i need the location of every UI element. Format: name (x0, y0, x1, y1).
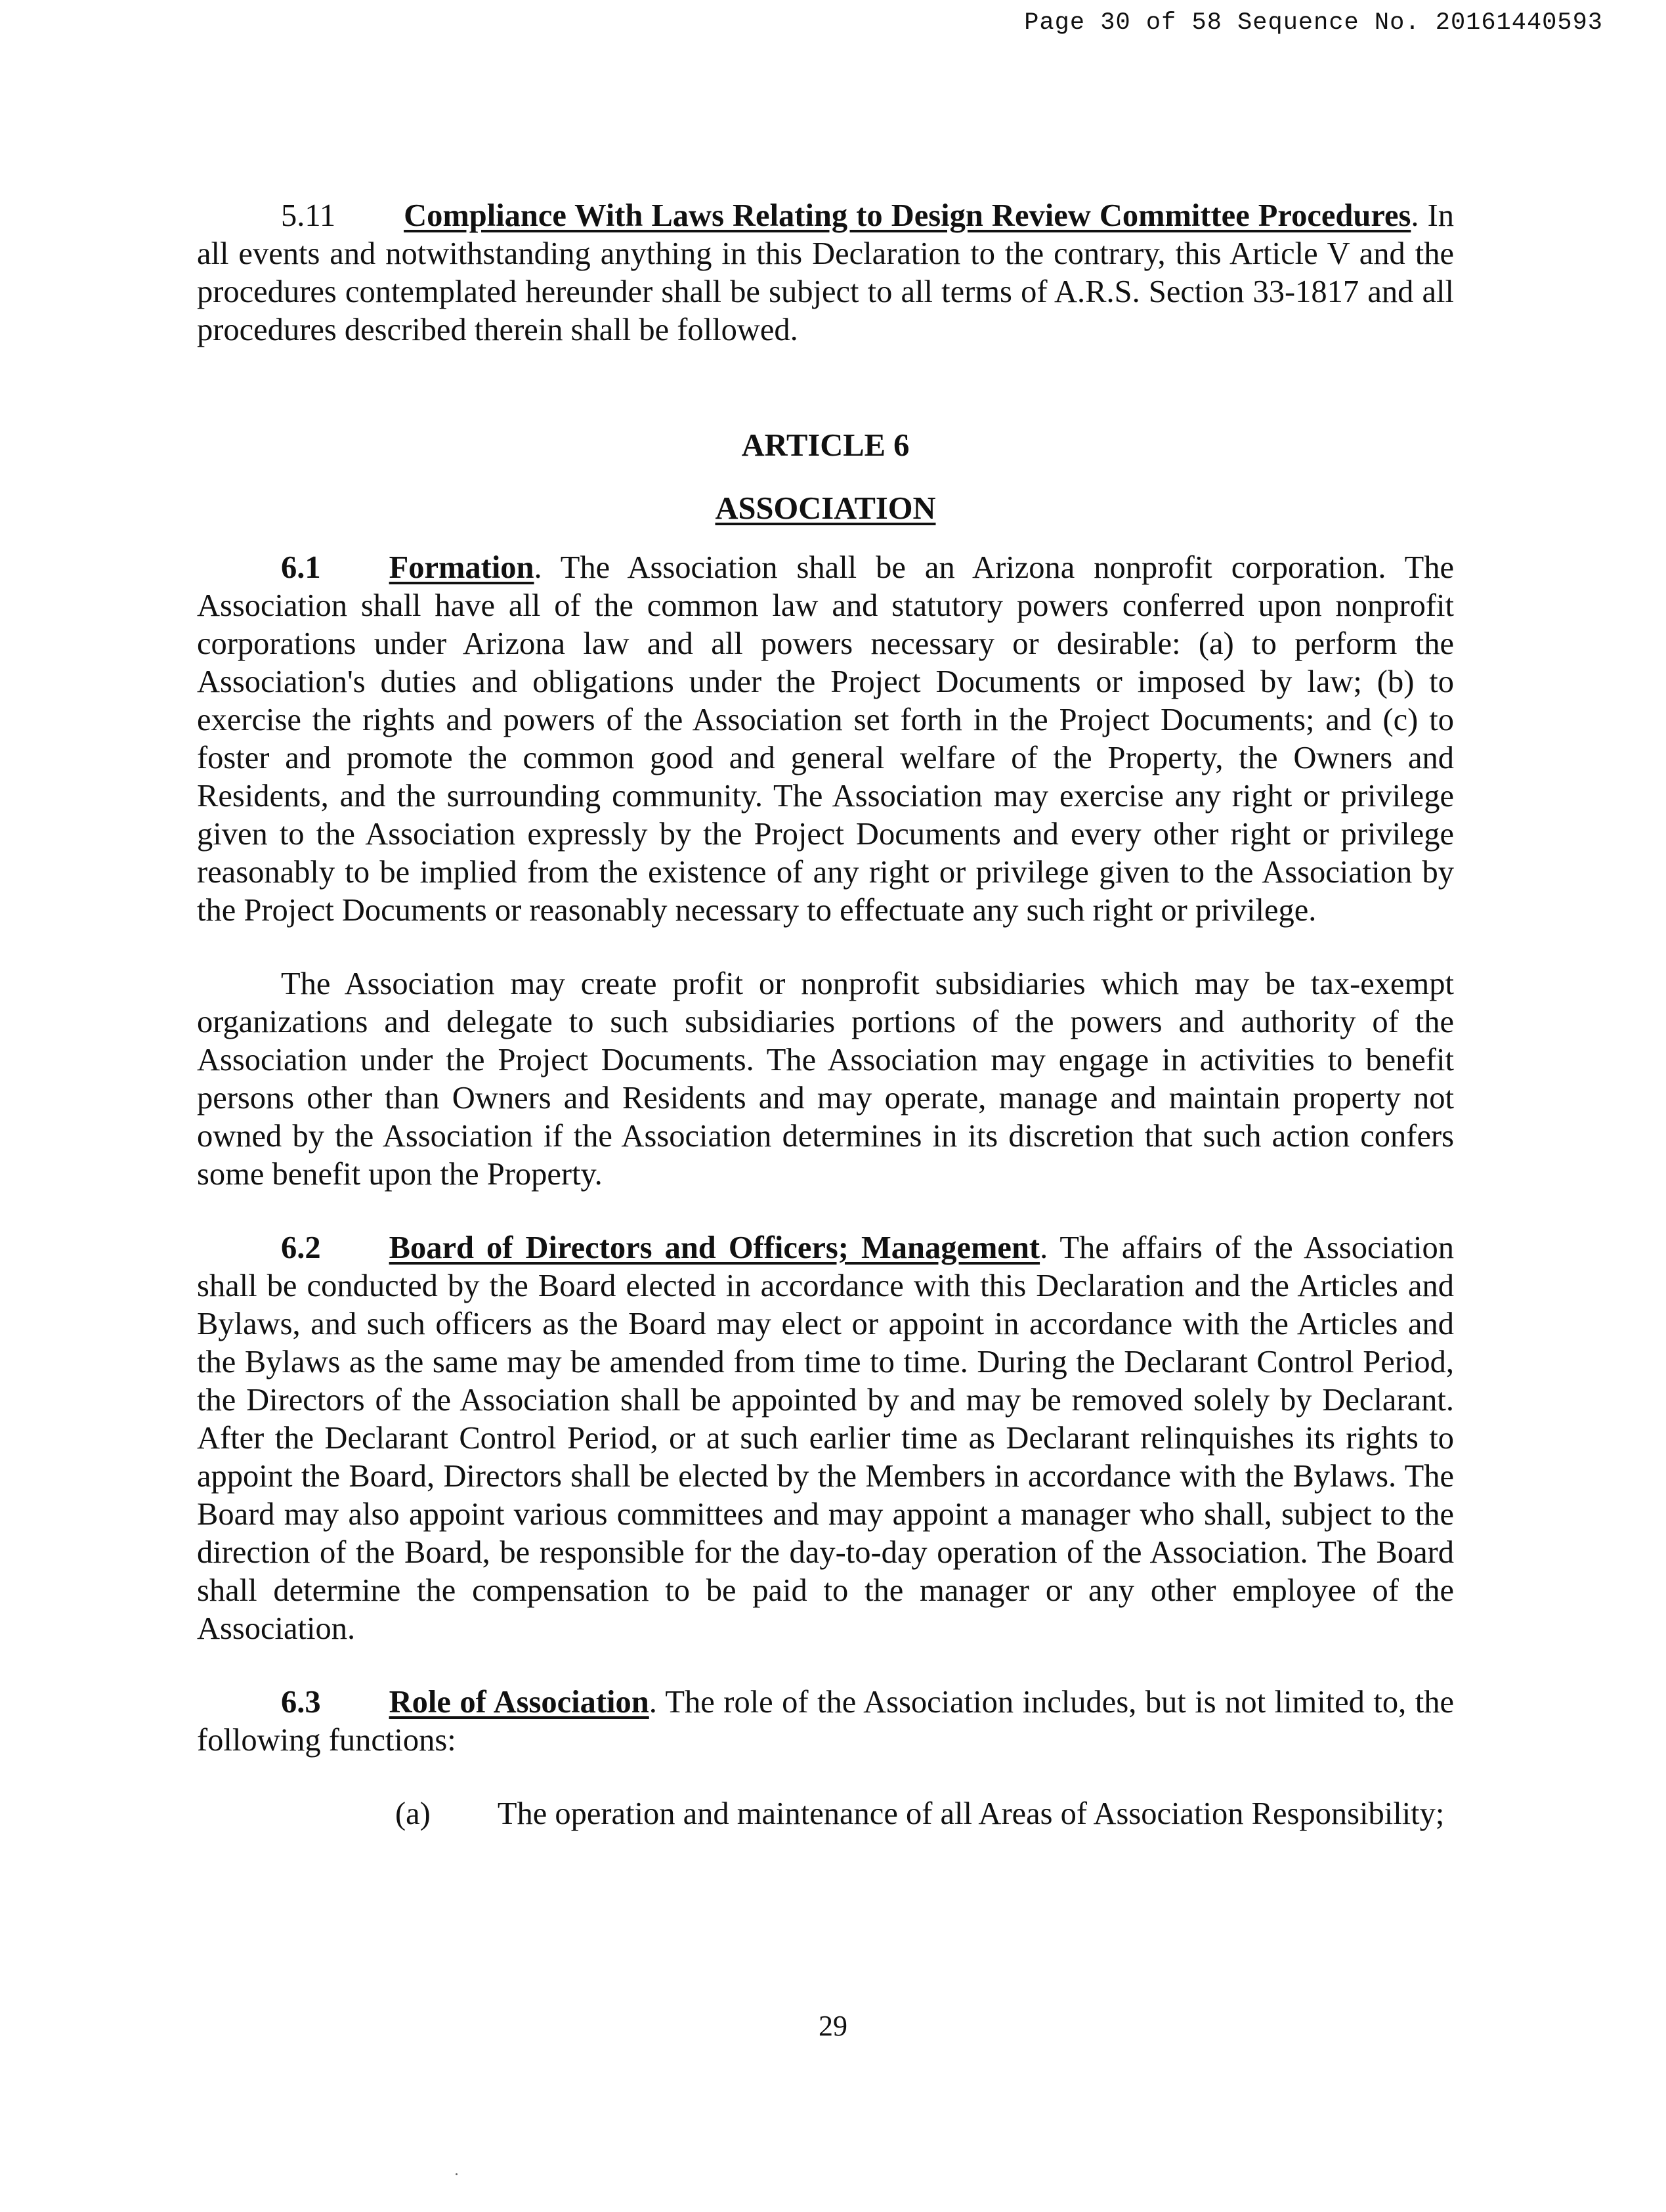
list-item-text: The operation and maintenance of all Areas of Association Responsibility; (497, 1796, 1445, 1831)
page-sequence-header: Page 30 of 58 Sequence No. 20161440593 (1024, 9, 1603, 37)
section-number: 6.2 (281, 1230, 321, 1265)
section-heading: Compliance With Laws Relating to Design Review Committee Procedures (404, 198, 1411, 233)
document-body (197, 197, 1454, 1833)
section-5-11 (197, 197, 1454, 349)
paragraph-text: The Association may create profit or nonprofit subsidiaries which may be tax-exempt organizations and delegate to such subsidiaries portions of the powers and authority of the Association under the Project Documents. The Association may engage in activities to benefit persons other than Owners and Residents and may operate, manage and maintain property not owned by the Association if the Association determines in its discretion that such action confers some benefit upon the Property. (197, 966, 1454, 1192)
section-heading: Role of Association (389, 1685, 649, 1720)
page-number: 29 (819, 2010, 847, 2042)
section-text: . The Association shall be an Arizona nonprofit corporation. The Association shall have all of the common law and statutory powers conferred upon nonprofit corporations under Arizona law and all powers necessary or desirable: (a) to perform the Association's duties and obligations under the Project Documents or imposed by law; (b) to exercise the rights and powers of the Association set forth in the Project Documents; and (c) to foster and promote the common good and general welfare of the Property, the Owners and Residents, and the surrounding community. The Association may exercise any right or privilege given to the Association expressly by the Project Documents and every other right or privilege reasonably to be implied from the existence of any right or privilege given to the Association by the Project Documents or reasonably necessary to effectuate any such right or privilege. (197, 550, 1454, 928)
scan-artifact (456, 2173, 458, 2175)
section-text: . The role of the Association includes, but is not limited to, the following functions: (197, 1685, 1454, 1758)
article-title: ASSOCIATION (715, 491, 936, 526)
section-number: 6.3 (281, 1685, 321, 1720)
section-heading: Formation (389, 550, 534, 585)
list-item-label: (a) (395, 1796, 431, 1831)
list-item-a (395, 1795, 1454, 1833)
section-text: . The affairs of the Association shall be conducted by the Board elected in accordance with this Declaration and the Articles and Bylaws, and such officers as the Board may elect or appoint in accordance with the Articles and the Bylaws as the same may be amended from time to time. During the Declarant Control Period, the Directors of the Association shall be appointed by and may be removed solely by Declarant. After the Declarant Control Period, or at such earlier time as Declarant relinquishes its rights to appoint the Board, Directors shall be elected by the Members in accordance with the Bylaws. The Board may also appoint various committees and may appoint a manager who shall, subject to the direction of the Board, be responsible for the day-to-day operation of the Association. The Board shall determine the compensation to be paid to the manager or any other employee of the Association. (197, 1230, 1454, 1646)
section-number: 5.11 (281, 198, 336, 233)
section-6-1 (197, 549, 1454, 930)
section-6-1-paragraph-2 (197, 965, 1454, 1194)
section-heading: Board of Directors and Officers; Management (389, 1230, 1040, 1265)
section-6-3 (197, 1683, 1454, 1760)
section-number: 6.1 (281, 550, 321, 585)
section-text: . In all events and notwithstanding anything in this Declaration to the contrary, this Article V and the procedures contemplated hereunder shall be subject to all terms of A.R.S. Section 33-1817 and all procedures described therein shall be followed. (197, 198, 1454, 347)
section-6-2 (197, 1229, 1454, 1648)
article-label: ARTICLE 6 (741, 428, 910, 463)
